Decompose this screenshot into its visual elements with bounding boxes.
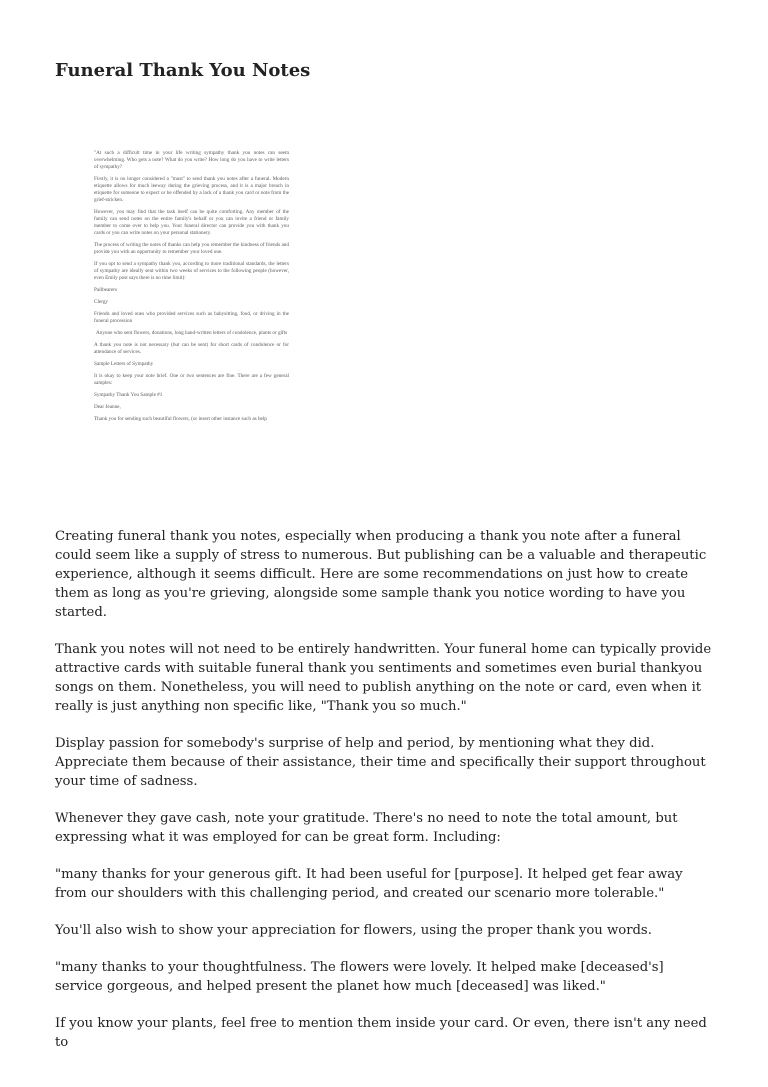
scan-line: A thank you note is not necessary (but can be sent) for short cards of condolence or for attendance of services. (94, 342, 289, 356)
paragraph: "many thanks for your generous gift. It had been useful for [purpose]. It helped get fear away from our shoulders with this challenging period, and created our scenario more tolerable." (55, 867, 683, 901)
scan-line: Firstly, it is no longer considered a "must" to send thank you notes after a funeral. Modern etiquette allows for much leeway during the grieving process, and it is a major breach in etiquette for someone to expect or be offended by a lack of a thank you card or note from the grief-stricken. (94, 176, 289, 204)
article-body (55, 527, 715, 1070)
paragraph: Creating funeral thank you notes, especially when producing a thank you note after a funeral could seem like a supply of stress to numerous. But publishing can be a valuable and therapeutic experience, although it seems difficult. Here are some recommendations on just how to create them as long as you're grieving, alongside some sample thank you notice wording to have you started. (55, 529, 707, 620)
scan-line: It is okay to keep your note brief. One or two sentences are fine. There are a few general samples: (94, 373, 289, 387)
scan-line: Friends and loved ones who provided services such as babysitting, food, or driving in the funeral procession (94, 311, 289, 325)
scan-line: The process of writing the notes of thanks can help you remember the kindness of friends and provide you with an opportunity to remember your loved one. (94, 242, 289, 256)
paragraph: Whenever they gave cash, note your gratitude. There's no need to note the total amount, but expressing what it was employed for can be great form. Including: (55, 811, 678, 845)
paragraph: You'll also wish to show your appreciation for flowers, using the proper thank you words. (55, 923, 652, 938)
scan-line: "At such a difficult time in your life writing sympathy thank you notes can seem overwhelming. Who gets a note? What do you write? How long do you have to write letters of sympathy? (94, 150, 289, 171)
scan-line: If you opt to send a sympathy thank you, according to more traditional standards, the letters of sympathy are ideally sent within two weeks of services to the following people (however, even Emily post says there is no time limit): (94, 261, 289, 282)
scan-line: Thank you for sending such beautiful flowers, (or insert other instance such as help (94, 416, 267, 423)
paragraph: If you know your plants, feel free to mention them inside your card. Or even, there isn't any need to (55, 1016, 707, 1050)
scan-line: However, you may find that the task itself can be quite comforting. Any member of the family can send notes on the entire family's behalf or you can invite a friend or family member to come over to help you. Your funeral director can provide you with thank you cards or you can write notes on your personal stationery. (94, 209, 289, 237)
paragraph: Display passion for somebody's surprise of help and period, by mentioning what they did. Appreciate them because of their assistance, their time and specifically their support throughout your time of sadness. (55, 736, 706, 789)
scan-line: Sample Letters of Sympathy (94, 361, 154, 368)
scanned-letter-image (86, 150, 291, 476)
scan-line: Clergy (94, 299, 109, 306)
scan-line: Dear Jeanne, (94, 404, 121, 411)
scan-line: Anyone who sent flowers, donations, long hand-written letters of condolence, plants or gifts (96, 330, 288, 337)
scan-line: Sympathy Thank You Sample #1 (94, 392, 163, 399)
scan-line: Pallbearers (94, 287, 118, 294)
paragraph: "many thanks to your thoughtfulness. The flowers were lovely. It helped make [deceased's] service gorgeous, and helped present the planet how much [deceased] was liked." (55, 960, 664, 994)
paragraph: Thank you notes will not need to be entirely handwritten. Your funeral home can typically provide attractive cards with suitable funeral thank you sentiments and sometimes even burial thankyou songs on them. Nonetheless, you will need to publish anything on the note or card, even when it really is just anything non specific like, "Thank you so much." (55, 642, 712, 714)
page-title: Funeral Thank You Notes (55, 60, 311, 81)
